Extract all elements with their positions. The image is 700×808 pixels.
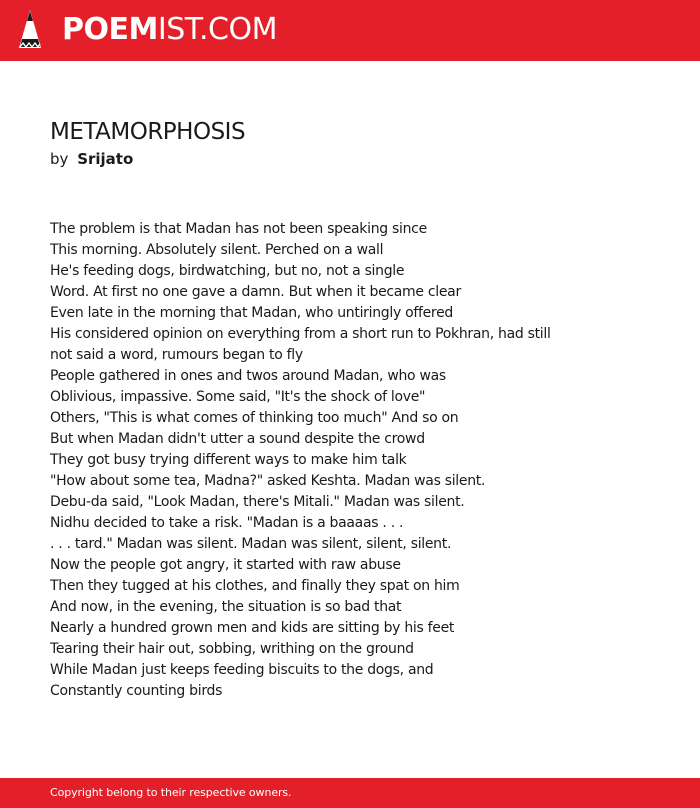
poem-line: . . . tard." Madan was silent. Madan was silent, silent, silent.	[50, 536, 452, 552]
poem-line: Nidhu decided to take a risk. "Madan is a baaaas . . .	[50, 515, 404, 531]
site-footer	[0, 778, 700, 808]
by-label: by	[50, 150, 69, 168]
poem-line: Then they tugged at his clothes, and finally they spat on him	[50, 578, 460, 594]
poem-line: And now, in the evening, the situation is so bad that	[50, 599, 402, 615]
poem-line: But when Madan didn't utter a sound despite the crowd	[50, 431, 425, 447]
author-name: Srijato	[77, 150, 134, 168]
site-header	[0, 0, 700, 61]
poem-title: METAMORPHOSIS	[50, 119, 246, 145]
poem-line: They got busy trying different ways to make him talk	[50, 452, 407, 468]
poem-line: This morning. Absolutely silent. Perched on a wall	[50, 242, 384, 258]
site-logo[interactable]	[62, 12, 277, 48]
logo-text-light: IST.COM	[157, 12, 277, 47]
poem-body	[50, 219, 551, 702]
poem-line: He's feeding dogs, birdwatching, but no, not a single	[50, 263, 405, 279]
poem-line: Now the people got angry, it started with raw abuse	[50, 557, 401, 573]
poem-line: Others, "This is what comes of thinking too much" And so on	[50, 410, 459, 426]
poem-line: Word. At first no one gave a damn. But when it became clear	[50, 284, 461, 300]
byline	[50, 148, 133, 170]
poem-line: His considered opinion on everything from a short run to Pokhran, had still	[50, 326, 551, 342]
poem-line: Debu-da said, "Look Madan, there's Mitali." Madan was silent.	[50, 494, 465, 510]
poem-line: Oblivious, impassive. Some said, "It's the shock of love"	[50, 389, 426, 405]
poem-line: Nearly a hundred grown men and kids are sitting by his feet	[50, 620, 455, 636]
pencil-icon[interactable]	[18, 10, 42, 52]
poem-line: Even late in the morning that Madan, who untiringly offered	[50, 305, 453, 321]
poem-line: While Madan just keeps feeding biscuits to the dogs, and	[50, 662, 434, 678]
poem-line: "How about some tea, Madna?" asked Keshta. Madan was silent.	[50, 473, 486, 489]
copyright-text: Copyright belong to their respective owners.	[50, 786, 292, 799]
poem-line: People gathered in ones and twos around Madan, who was	[50, 368, 446, 384]
poem-line: Tearing their hair out, sobbing, writhing on the ground	[50, 641, 414, 657]
poem-line: Constantly counting birds	[50, 683, 223, 699]
logo-text-bold: POEM	[62, 12, 158, 47]
poem-line: not said a word, rumours began to fly	[50, 347, 303, 363]
poem-line: The problem is that Madan has not been speaking since	[50, 221, 427, 237]
